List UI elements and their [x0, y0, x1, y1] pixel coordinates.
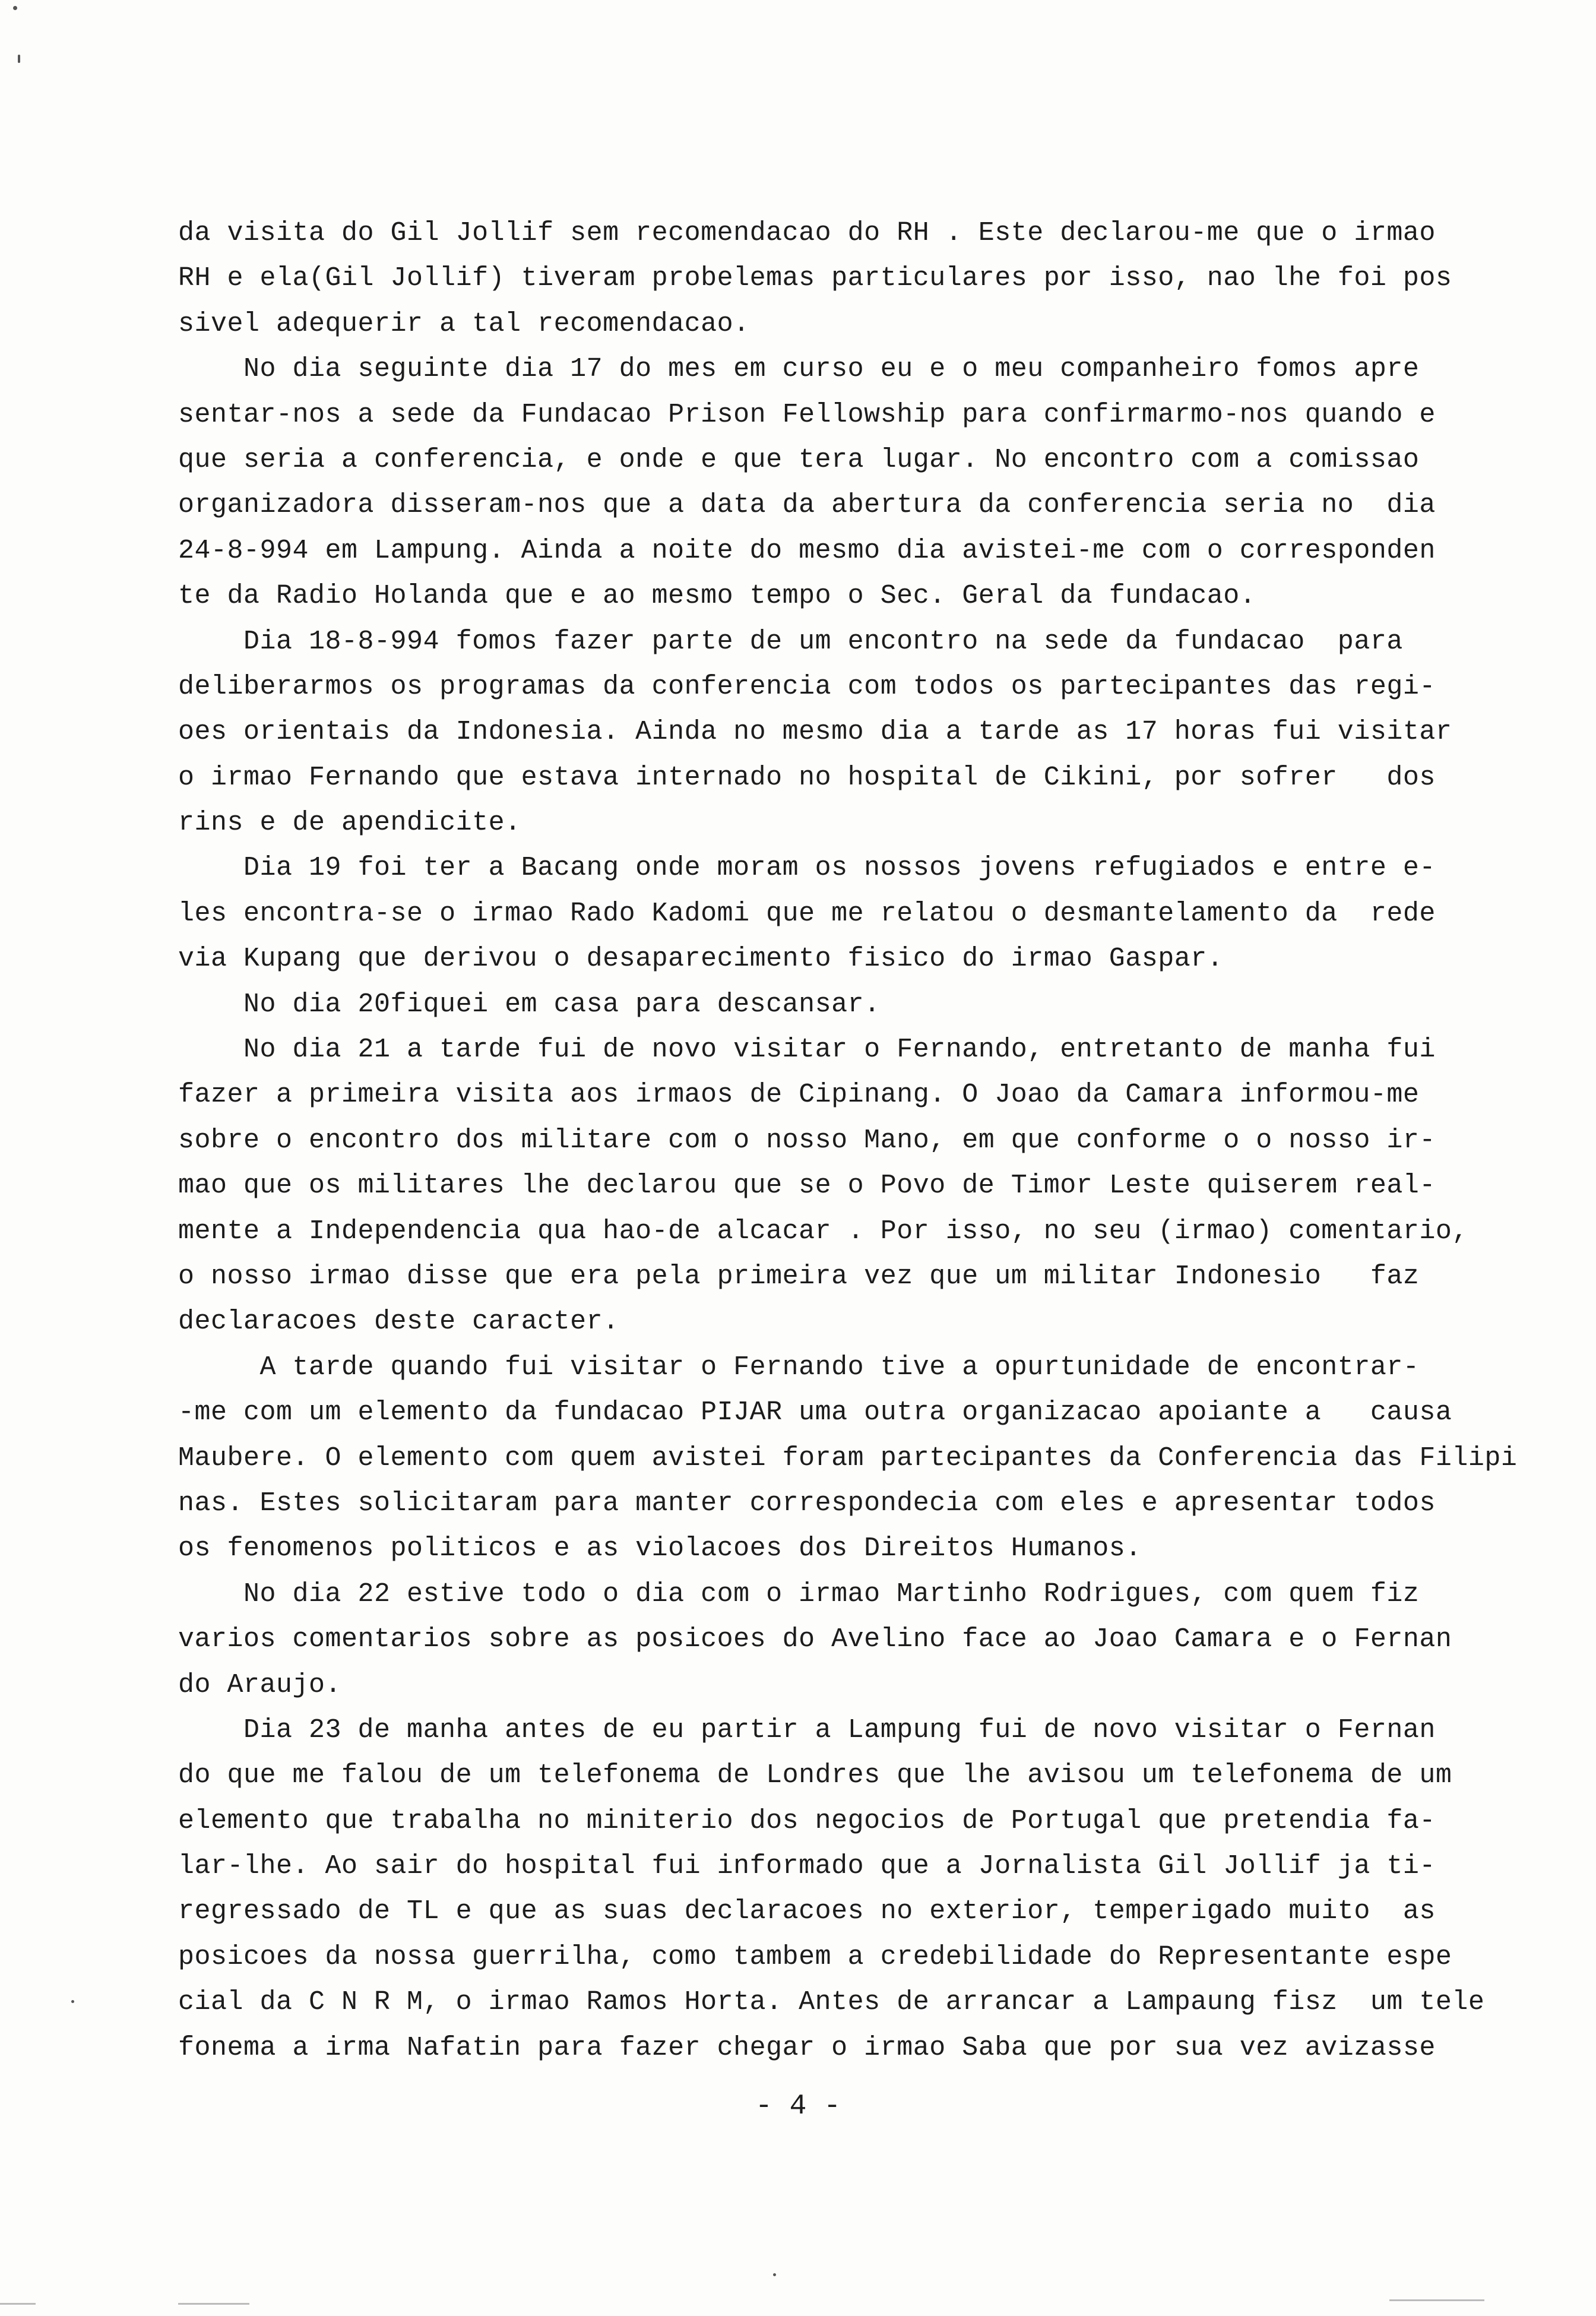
text-line: 24-8-994 em Lampung. Ainda a noite do mesmo dia avistei-me com o corresponden — [178, 535, 1436, 566]
text-line: fazer a primeira visita aos irmaos de Cipinang. O Joao da Camara informou-me — [178, 1080, 1420, 1110]
scan-edge-line — [0, 2303, 36, 2305]
text-line: oes orientais da Indonesia. Ainda no mesmo dia a tarde as 17 horas fui visitar — [178, 717, 1452, 748]
text-line: organizadora disseram-nos que a data da abertura da conferencia seria no dia — [178, 490, 1436, 521]
text-line: mente a Independencia qua hao-de alcacar . Por isso, no seu (irmao) comentario, — [178, 1216, 1468, 1246]
text-line: No dia 20fiquei em casa para descansar. — [178, 989, 881, 1020]
text-line: les encontra-se o irmao Rado Kadomi que me relatou o desmantelamento da rede — [178, 898, 1436, 929]
text-line: RH e ela(Gil Jollif) tiveram probelemas particulares por isso, nao lhe foi pos — [178, 263, 1452, 294]
text-line: A tarde quando fui visitar o Fernando tive a opurtunidade de encontrar- — [178, 1352, 1420, 1382]
text-line: deliberarmos os programas da conferencia com todos os partecipantes das regi- — [178, 671, 1436, 702]
text-line: Dia 18-8-994 fomos fazer parte de um encontro na sede da fundacao para — [178, 626, 1403, 657]
text-line: Dia 23 de manha antes de eu partir a Lampung fui de novo visitar o Fernan — [178, 1714, 1436, 1745]
text-line: fonema a irma Nafatin para fazer chegar o irmao Saba que por sua vez avizasse — [178, 2032, 1436, 2063]
text-line: elemento que trabalha no miniterio dos negocios de Portugal que pretendia fa- — [178, 1805, 1436, 1836]
text-line: declaracoes deste caracter. — [178, 1306, 619, 1337]
text-line: sentar-nos a sede da Fundacao Prison Fellowship para confirmarmo-nos quando e — [178, 399, 1436, 430]
text-line: Maubere. O elemento com quem avistei foram partecipantes da Conferencia das Filipi — [178, 1442, 1518, 1473]
text-line: do que me falou de um telefonema de Londres que lhe avisou um telefonema de um — [178, 1760, 1452, 1791]
body-text — [178, 211, 1518, 2071]
page-number: - 4 - — [755, 2090, 841, 2122]
text-line: lar-lhe. Ao sair do hospital fui informado que a Jornalista Gil Jollif ja ti- — [178, 1851, 1436, 1882]
scan-edge-line — [1389, 2299, 1484, 2301]
text-line: -me com um elemento da fundacao PIJAR uma outra organizacao apoiante a causa — [178, 1397, 1452, 1428]
scan-speck — [71, 2000, 74, 2003]
text-line: Dia 19 foi ter a Bacang onde moram os nossos jovens refugiados e entre e- — [178, 853, 1436, 884]
text-line: regressado de TL e que as suas declaracoes no exterior, temperigado muito as — [178, 1896, 1436, 1927]
scan-speck — [13, 6, 17, 10]
text-line: mao que os militares lhe declarou que se o Povo de Timor Leste quiserem real- — [178, 1170, 1436, 1201]
text-line: posicoes da nossa guerrilha, como tambem a credebilidade do Representante espe — [178, 1941, 1452, 1972]
scan-speck — [773, 2273, 776, 2276]
text-line: te da Radio Holanda que e ao mesmo tempo o Sec. Geral da fundacao. — [178, 581, 1256, 612]
text-line: os fenomenos politicos e as violacoes dos Direitos Humanos. — [178, 1533, 1142, 1564]
text-line: o nosso irmao disse que era pela primeira vez que um militar Indonesio faz — [178, 1261, 1420, 1292]
text-line: No dia seguinte dia 17 do mes em curso eu e o meu companheiro fomos apre — [178, 354, 1420, 385]
text-line: rins e de apendicite. — [178, 808, 521, 839]
text-line: varios comentarios sobre as posicoes do Avelino face ao Joao Camara e o Fernan — [178, 1624, 1452, 1655]
scan-edge-line — [178, 2303, 249, 2305]
text-line: No dia 22 estive todo o dia com o irmao Martinho Rodrigues, com quem fiz — [178, 1578, 1420, 1609]
text-line: No dia 21 a tarde fui de novo visitar o Fernando, entretanto de manha fui — [178, 1034, 1436, 1065]
scan-speck — [18, 55, 20, 63]
text-line: que seria a conferencia, e onde e que tera lugar. No encontro com a comissao — [178, 444, 1420, 475]
text-line: sobre o encontro dos militare com o nosso Mano, em que conforme o o nosso ir- — [178, 1125, 1436, 1156]
text-line: cial da C N R M, o irmao Ramos Horta. Antes de arrancar a Lampaung fisz um tele — [178, 1987, 1485, 2018]
text-line: sivel adequerir a tal recomendacao. — [178, 308, 750, 339]
text-line: via Kupang que derivou o desaparecimento fisico do irmao Gaspar. — [178, 944, 1224, 975]
text-line: do Araujo. — [178, 1669, 342, 1700]
text-line: da visita do Gil Jollif sem recomendacao do RH . Este declarou-me que o irmao — [178, 218, 1436, 248]
text-line: o irmao Fernando que estava internado no hospital de Cikini, por sofrer dos — [178, 762, 1436, 793]
text-line: nas. Estes solicitaram para manter correspondecia com eles e apresentar todos — [178, 1488, 1436, 1518]
